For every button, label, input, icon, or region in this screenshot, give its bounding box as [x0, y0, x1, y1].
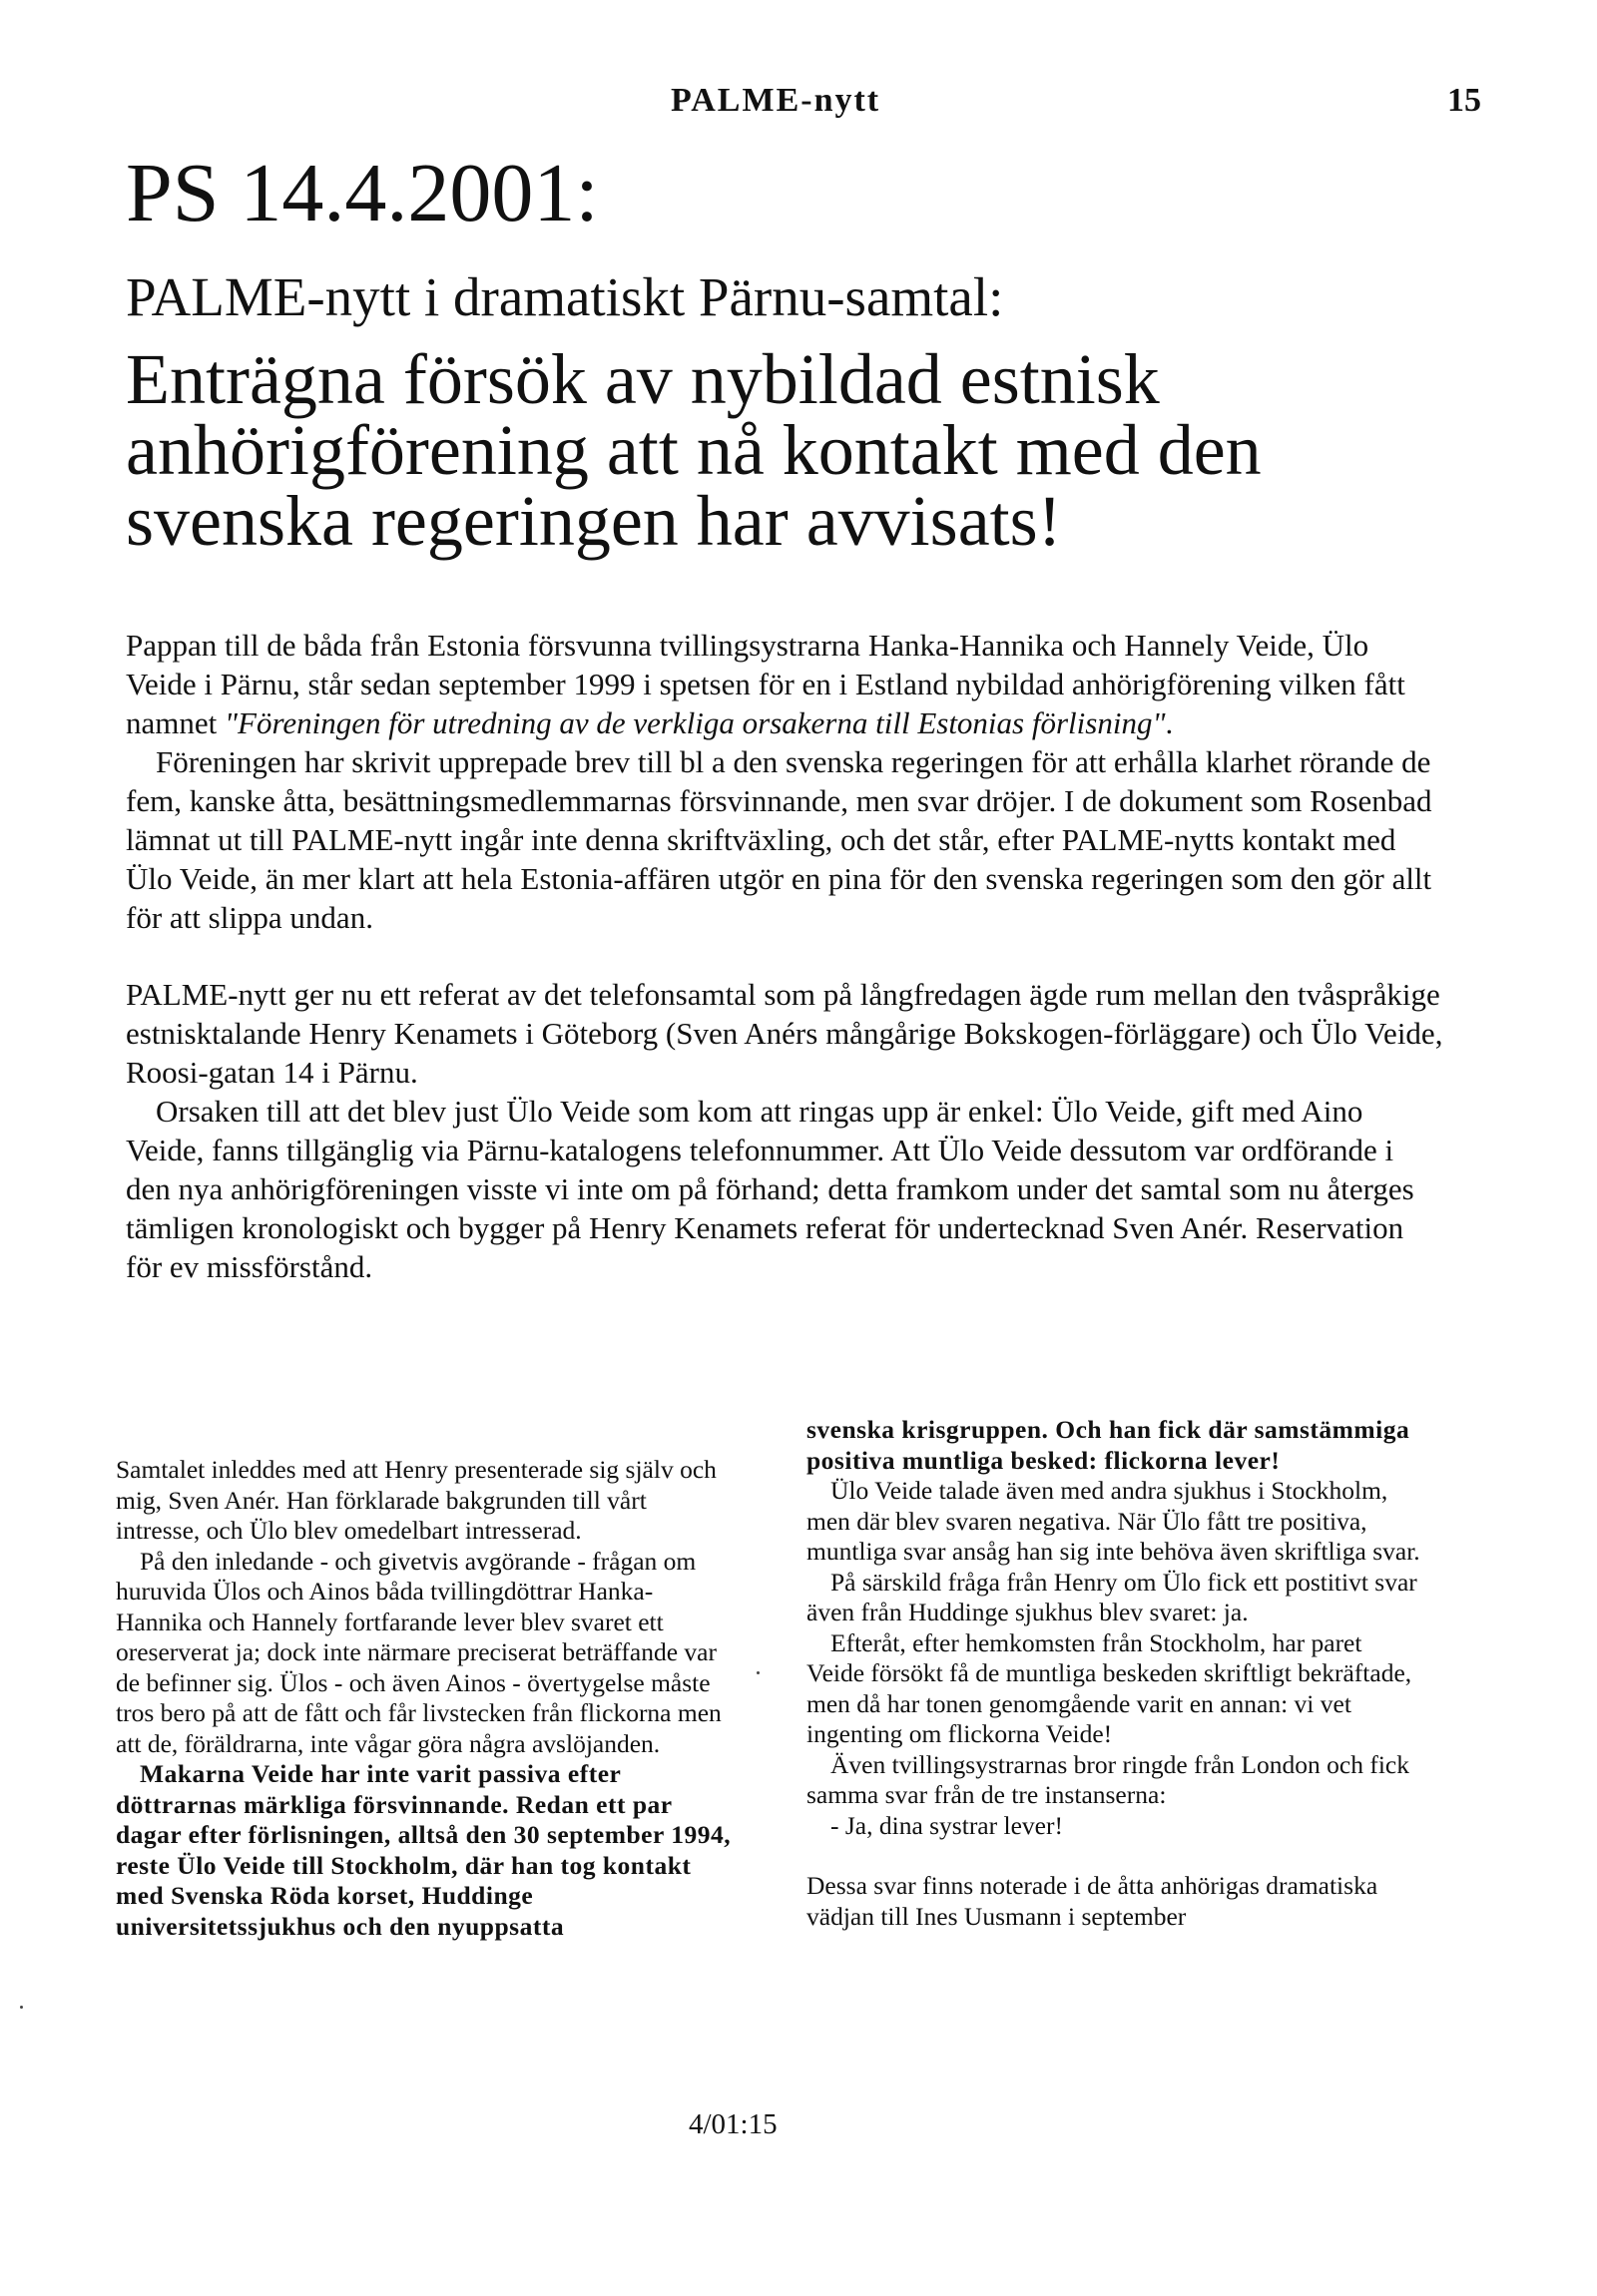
lead-line: PALME-nytt i dramatiskt Pärnu-samtal: [126, 266, 1004, 327]
bold-paragraph: svenska krisgruppen. Och han fick där samstämmiga positiva muntliga besked: flickorna lever! [806, 1415, 1410, 1475]
body-paragraph: Samtalet inleddes med att Henry presenterade sig själv och mig, Sven Anér. Han förklarade bakgrunden till vårt intresse, och Ülo blev omedelbart intresserad. [116, 1455, 717, 1545]
page-number: 15 [1447, 82, 1481, 119]
two-column-body [0, 1415, 1597, 2113]
association-name: "Föreningen för utredning av de verkliga orsakerna till Estonias förlisning" [225, 705, 1166, 740]
intro-paragraph [126, 626, 1443, 742]
body-paragraph: Efteråt, efter hemkomsten från Stockholm, har paret Veide försökt få de muntliga beskeden skriftligt bekräftade, men då har tonen genomgående varit en annan: vi vet ingenting om flickorna Veide! [806, 1627, 1412, 1748]
body-paragraph: På särskild fråga från Henry om Ülo fick ett postitivt svar även från Huddinge sjukhus blev svaret: ja. [806, 1567, 1417, 1626]
headline-line: anhörigförening att nå kontakt med den [126, 410, 1262, 490]
left-column [116, 1455, 735, 1942]
bold-paragraph: Makarna Veide har inte varit passiva efter döttrarnas märkliga försvinnande. Redan ett par dagar efter förlisningen, alltså den 30 september 1994, reste Ülo Veide till Stockholm, där han tog kontakt med Svenska Röda korset, Huddinge universitetssjukhus och den nyuppsatta [116, 1759, 732, 1941]
intro-p1-end: . [1165, 705, 1174, 740]
intro-paragraph: Orsaken till att det blev just Ülo Veide som kom att ringas upp är enkel: Ülo Veide, gift med Aino Veide, fanns tillgänglig via Pärnu-katalogens telefonnummer. Att Ülo Veide dessutom var ordförande i den nya anhörigföreningen visste vi inte om på förhand; detta framkom under det samtal som nu återges tämligen kronologiskt och bygger på Henry Kenamets referat för undertecknad Sven Anér. Reservation för ev missförstånd. [126, 1094, 1414, 1284]
scan-speck [757, 1671, 760, 1674]
headline-line: Enträgna försök av nybildad estnisk [126, 339, 1160, 419]
body-paragraph: Dessa svar finns noterade i de åtta anhörigas dramatiska vädjan till Ines Uusmann i september [806, 1871, 1378, 1931]
body-paragraph: På den inledande - och givetvis avgörande - frågan om huruvida Ülos och Ainos båda tvillingdöttrar Hanka-Hannika och Hannely fortfarande lever blev svaret ett oreserverat ja; dock inte närmare preciserat beträffande var de befinner sig. Ülos - och även Ainos - övertygelse måste tros bero på att de fått och får livstecken från flickorna men att de, föräldrarna, inte vågar göra några avslöjanden. [116, 1546, 722, 1758]
footer-code: 4/01:15 [689, 2108, 778, 2140]
running-title: PALME-nytt [671, 82, 881, 119]
intro-text [126, 626, 1443, 1286]
intro-paragraph: PALME-nytt ger nu ett referat av det telefonsamtal som på långfredagen ägde rum mellan den tvåspråkige estnisktalande Henry Kenamets i Göteborg (Sven Anérs mångårige Bokskogen-förläggare) och Ülo Veide, Roosi-gatan 14 i Pärnu. [126, 977, 1443, 1090]
intro-paragraph: Föreningen har skrivit upprepade brev till bl a den svenska regeringen för att erhålla klarhet rörande de fem, kanske åtta, besättningsmedlemmarnas försvinnande, men svar dröjer. I de dokument som Rosenbad lämnat ut till PALME-nytt ingår inte denna skriftväxling, och det står, efter PALME-nytts kontakt med Ülo Veide, än mer klart att hela Estonia-affären utgör en pina för den svenska regeringen som den gör allt för att slippa undan. [126, 744, 1432, 935]
body-paragraph: Ülo Veide talade även med andra sjukhus i Stockholm, men där blev svaren negativa. När Ülo fått tre positiva, muntliga svar ansåg han sig inte behöva även skriftliga svar. [806, 1476, 1420, 1566]
headline-line: svenska regeringen har avvisats! [126, 481, 1062, 561]
quote-line: - Ja, dina systrar lever! [830, 1810, 1063, 1840]
scan-speck [20, 2006, 23, 2009]
headline [126, 339, 1483, 561]
body-paragraph: Även tvillingsystrarnas bror ringde från London och fick samma svar från de tre instanserna: [806, 1749, 1409, 1809]
intro-p1-text: Pappan till de båda från Estonia försvunna tvillingsystrarna Hanka-Hannika och Hannely Veide, Ülo Veide i Pärnu, står sedan september 1999 i spetsen för en i Estland nybildad anhörigförening vilken fått namnet [126, 628, 1405, 740]
ps-date-heading: PS 14.4.2001: [126, 147, 599, 239]
right-column [806, 1415, 1425, 1932]
